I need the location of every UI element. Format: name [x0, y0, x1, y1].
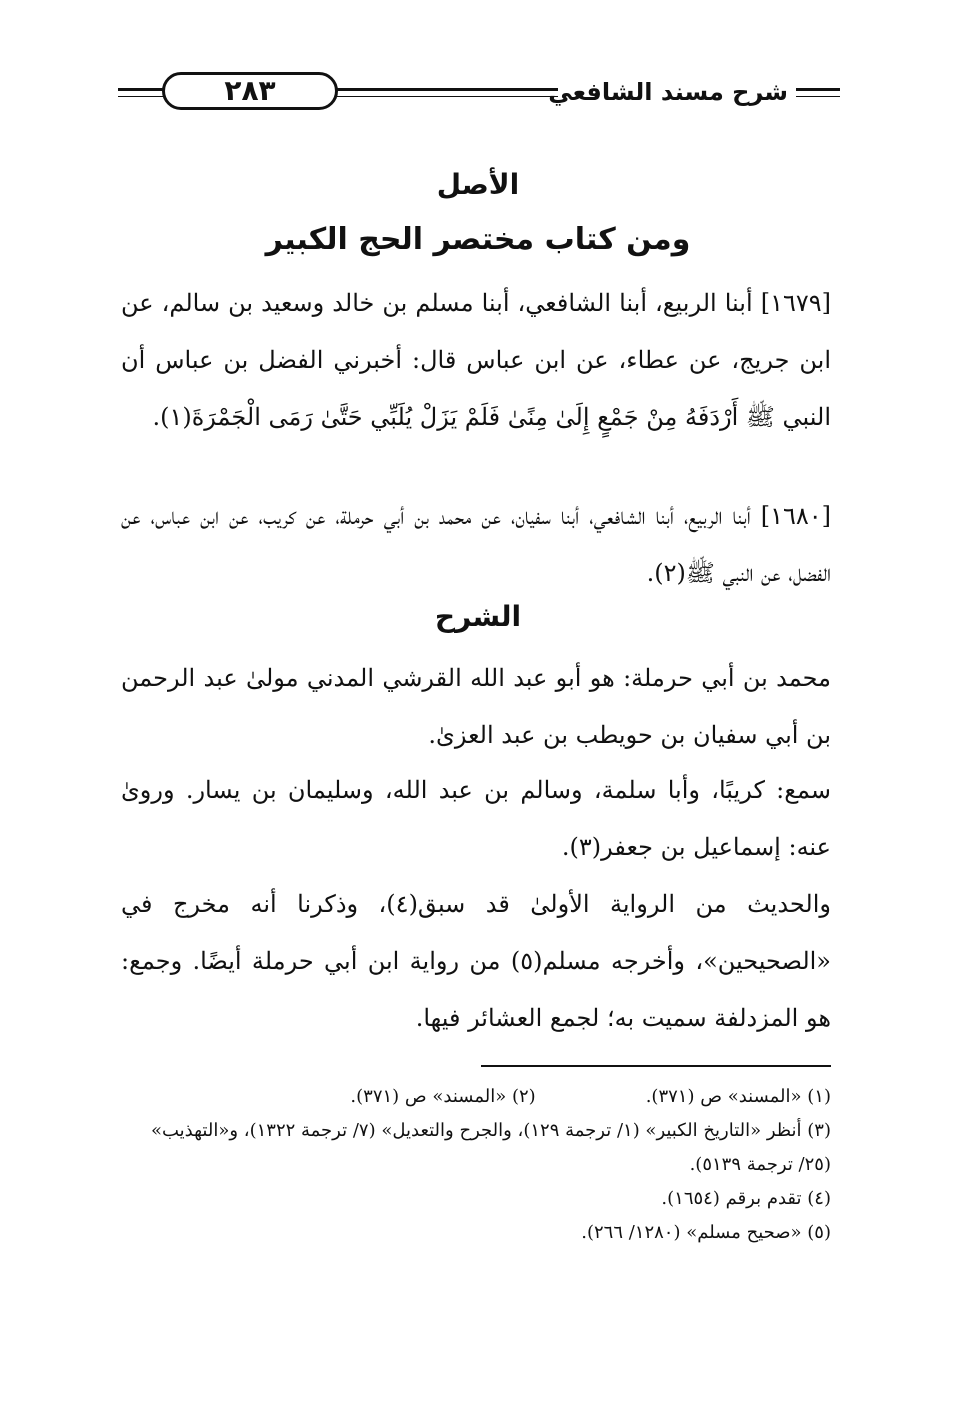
- book-title: شرح مسند الشافعي: [548, 78, 788, 106]
- running-header: [118, 68, 840, 118]
- header-rule-right-thin: [796, 96, 840, 97]
- section-heading-asl: الأصل: [436, 168, 520, 201]
- hadith-1680: [١٦٨٠] أبنا الربيع، أبنا الشافعي، أبنا سفيان، عن محمد بن أبي حرملة، عن كريب، عن ابن عباس، عن الفضل، عن النبي ﷺ(٢).: [121, 502, 831, 587]
- footnote-5: (٥) «صحيح مسلم» (١٢٨٠/ ٢٦٦).: [581, 1222, 831, 1243]
- footnotes: [121, 1080, 831, 1250]
- header-rule-middle: [336, 88, 558, 91]
- footnote-3: (٣) أنظر «التاريخ الكبير» (١/ ترجمة ١٢٩)، والجرح والتعديل» (٧/ ترجمة ١٣٢٢)، و«التهذيب» (٢٥/ ترجمة ٥١٣٩).: [150, 1120, 831, 1175]
- header-rule-middle-thin: [336, 96, 558, 97]
- footnote-row: [121, 1080, 831, 1114]
- commentary-paragraph-2: سمع: كريبًا، وأبا سلمة، وسالم بن عبد الله، وسليمان بن يسار. وروىٰ عنه: إسماعيل بن جعفر(٣).: [121, 776, 831, 861]
- header-rule-left-thin: [118, 96, 164, 97]
- header-rule-left: [118, 88, 164, 91]
- commentary-paragraph-1: محمد بن أبي حرملة: هو أبو عبد الله القرشي المدني مولىٰ عبد الرحمن بن أبي سفيان بن حويطب بن عبد العزىٰ.: [121, 664, 831, 749]
- footnote-1: (١) «المسند» ص (٣٧١).: [645, 1086, 831, 1107]
- footnote-4: (٤) تقدم برقم (١٦٥٤).: [661, 1188, 831, 1209]
- footnote-2: (٢) «المسند» ص (٣٧١).: [350, 1086, 536, 1107]
- commentary-paragraph-3: والحديث من الرواية الأولىٰ قد سبق(٤)، وذكرنا أنه مخرج في «الصحيحين»، وأخرجه مسلم(٥) من رواية ابن أبي حرملة أيضًا. وجمع: هو المزدلفة سميت به؛ لجمع العشائر فيها.: [121, 890, 831, 1032]
- hadith-1679: [١٦٧٩] أبنا الربيع، أبنا الشافعي، أبنا مسلم بن خالد وسعيد بن سالم، عن ابن جريج، عن عطاء، عن ابن عباس قال: أخبرني الفضل بن عباس أن النبي ﷺ أَرْدَفَهُ مِنْ جَمْعٍ إِلَىٰ مِنًىٰ فَلَمْ يَزَلْ يُلَبِّي حَتَّىٰ رَمَى الْجَمْرَةَ(١).: [121, 289, 831, 431]
- page-number: ٢٨٣: [162, 72, 338, 110]
- footnote-separator: [481, 1065, 831, 1067]
- section-heading-sharh: الشرح: [434, 600, 522, 633]
- header-rule-right: [796, 88, 840, 91]
- book-heading: ومن كتاب مختصر الحج الكبير: [265, 222, 691, 257]
